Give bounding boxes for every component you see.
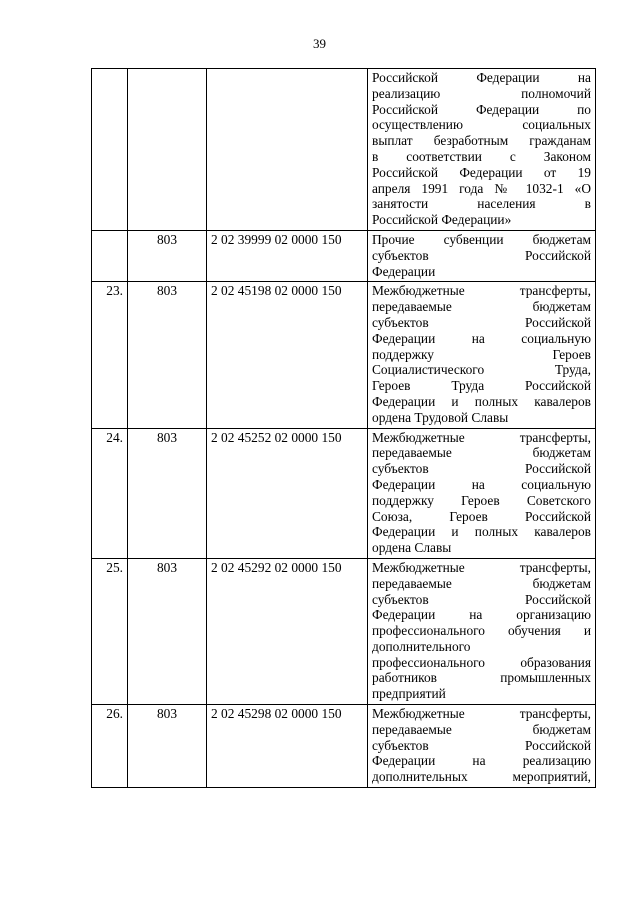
description-line: субъектов Российской <box>372 461 591 477</box>
description-cell <box>368 282 596 428</box>
admin-code-cell: 803 <box>128 558 207 704</box>
description-line: Российской Федерации по <box>372 101 591 117</box>
description-line: поддержку Героев Советского <box>372 492 591 508</box>
budget-classification-code-cell <box>207 69 368 231</box>
budget-classification-code-cell: 2 02 39999 02 0000 150 <box>207 230 368 281</box>
description-line: реализацию полномочий <box>372 85 591 101</box>
description-line: Союза, Героев Российской <box>372 508 591 524</box>
admin-code-cell <box>128 69 207 231</box>
budget-classification-code-cell: 2 02 45292 02 0000 150 <box>207 558 368 704</box>
budget-classification-code-cell: 2 02 45298 02 0000 150 <box>207 705 368 788</box>
description-line: передаваемые бюджетам <box>372 445 591 461</box>
description-line: передаваемые бюджетам <box>372 575 591 591</box>
budget-classification-code-cell: 2 02 45252 02 0000 150 <box>207 428 368 558</box>
description-line: осуществлению социальных <box>372 117 591 133</box>
description-line: дополнительного <box>372 638 471 654</box>
description-line: дополнительных мероприятий, <box>372 769 591 785</box>
description-line: Межбюджетные трансферты, <box>372 706 591 722</box>
budget-classification-code-cell: 2 02 45198 02 0000 150 <box>207 282 368 428</box>
table-row <box>92 230 596 281</box>
description-cell <box>368 69 596 231</box>
description-line: Федерации на социальную <box>372 330 591 346</box>
table-row <box>92 69 596 231</box>
description-line: поддержку Героев <box>372 346 591 362</box>
description-line: Федерации на организацию <box>372 607 591 623</box>
row-number-cell: 23. <box>92 282 128 428</box>
description-line: профессионального обучения и <box>372 623 591 639</box>
description-line: Федерации и полных кавалеров <box>372 524 591 540</box>
description-line: Российской Федерации» <box>372 212 512 228</box>
description-line: Российской Федерации на <box>372 70 591 85</box>
description-line: ордена Трудовой Славы <box>372 409 509 425</box>
description-line: субъектов Российской <box>372 314 591 330</box>
admin-code-cell: 803 <box>128 428 207 558</box>
description-cell <box>368 558 596 704</box>
description-cell <box>368 230 596 281</box>
description-line: ордена Славы <box>372 540 452 556</box>
description-line: Федерации и полных кавалеров <box>372 393 591 409</box>
row-number-cell <box>92 69 128 231</box>
page-number: 39 <box>313 36 326 51</box>
description-line: Прочие субвенции бюджетам <box>372 231 591 247</box>
admin-code-cell: 803 <box>128 705 207 788</box>
table-row <box>92 282 596 428</box>
description-line: предприятий <box>372 686 446 702</box>
table-row <box>92 428 596 558</box>
description-line: Федерации <box>372 263 436 279</box>
row-number-cell: 26. <box>92 705 128 788</box>
description-line: выплат безработным гражданам <box>372 133 591 149</box>
table-body <box>92 69 596 788</box>
row-number-cell: 25. <box>92 558 128 704</box>
admin-code-cell: 803 <box>128 282 207 428</box>
budget-table <box>91 68 596 788</box>
table-row <box>92 558 596 704</box>
description-line: Федерации на социальную <box>372 476 591 492</box>
description-line: субъектов Российской <box>372 247 591 263</box>
description-line: передаваемые бюджетам <box>372 299 591 315</box>
admin-code-cell: 803 <box>128 230 207 281</box>
description-line: Героев Труда Российской <box>372 378 591 394</box>
description-line: Социалистического Труда, <box>372 362 591 378</box>
table-row <box>92 705 596 788</box>
description-line: субъектов Российской <box>372 737 591 753</box>
description-line: занятости населения в <box>372 196 591 212</box>
description-line: профессионального образования <box>372 654 591 670</box>
description-line: Межбюджетные трансферты, <box>372 429 591 445</box>
description-line: Федерации на реализацию <box>372 753 591 769</box>
description-line: Межбюджетные трансферты, <box>372 559 591 575</box>
description-line: передаваемые бюджетам <box>372 721 591 737</box>
row-number-cell: 24. <box>92 428 128 558</box>
description-cell <box>368 428 596 558</box>
description-line: работников промышленных <box>372 670 591 686</box>
description-line: Межбюджетные трансферты, <box>372 283 591 299</box>
description-line: апреля 1991 года № 1032-1 «О <box>372 180 591 196</box>
row-number-cell <box>92 230 128 281</box>
description-cell <box>368 705 596 788</box>
description-line: Российской Федерации от 19 <box>372 164 591 180</box>
description-line: субъектов Российской <box>372 591 591 607</box>
description-line: в соответствии с Законом <box>372 148 591 164</box>
